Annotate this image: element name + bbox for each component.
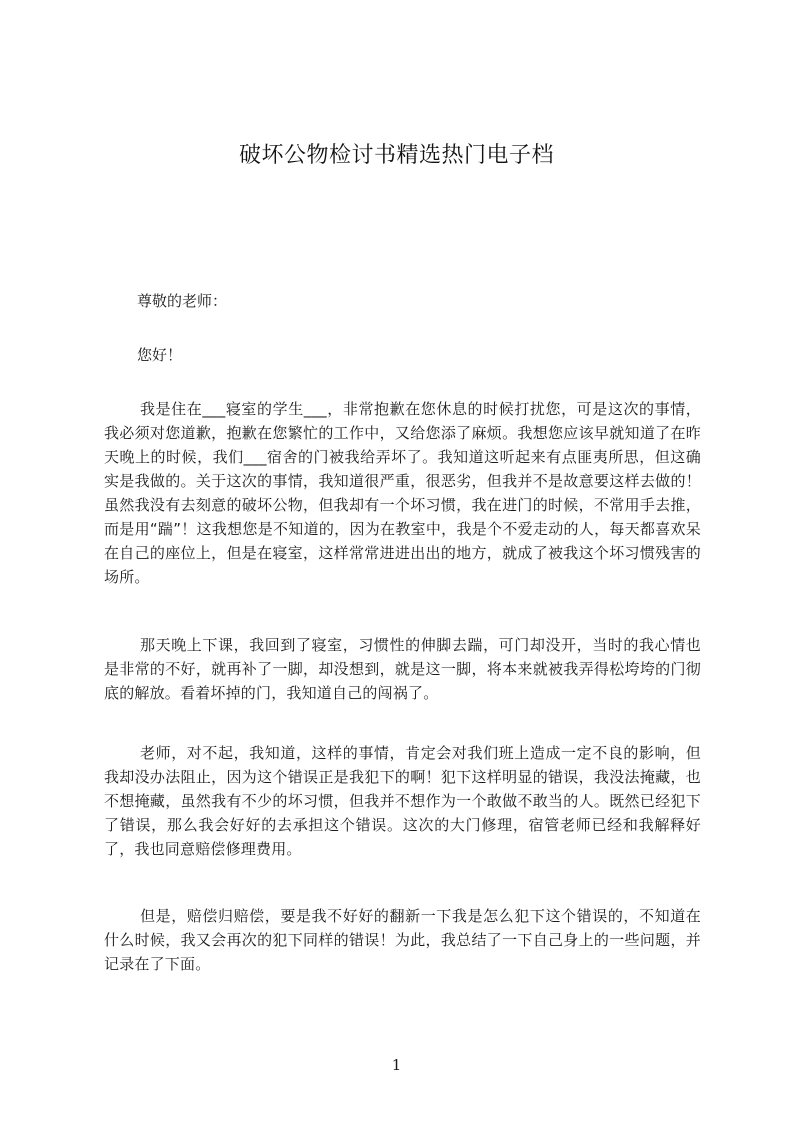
paragraph-4: 但是，赔偿归赔偿，要是我不好好的翻新一下我是怎么犯下这个错误的，不知道在什么时候，我又会再次的犯下同样的错误！为此，我总结了一下自己身上的一些问题，并记录在了下面。: [104, 907, 701, 973]
paragraph-3: 老师，对不起，我知道，这样的事情，肯定会对我们班上造成一定不良的影响，但我却没办法阻止，因为这个错误正是我犯下的啊！犯下这样明显的错误，我没法掩藏，也不想掩藏，虽然我有不少的坏习惯，但我并不想作为一个敢做不敢当的人。既然已经犯下了错误，那么我会好好的去承担这个错误。这次的大门修理，宿管老师已经和我解释好了，我也同意赔偿修理费用。: [104, 744, 701, 858]
paragraph-1: 我是住在___寝室的学生___，非常抱歉在您休息的时候打扰您，可是这次的事情，我必须对您道歉，抱歉在您繁忙的工作中，又给您添了麻烦。我想您应该早就知道了在昨天晚上的时候，我们___宿舍的门被我给弄坏了。我知道这听起来有点匪夷所思，但这确实是我做的。关于这次的事情，我知道很严重，很恶劣，但我并不是故意要这样去做的！虽然我没有去刻意的破坏公物，但我却有一个坏习惯，我在进门的时候，不常用手去推，而是用“踹”！这我想您是不知道的，因为在教室中，我是个不爱走动的人，每天都喜欢呆在自己的座位上，但是在寝室，这样常常进进出出的地方，就成了被我这个坏习惯残害的场所。: [104, 400, 701, 586]
document-title: 破坏公物检讨书精选热门电子档: [238, 143, 554, 168]
paragraph-2: 那天晚上下课，我回到了寝室，习惯性的伸脚去踹，可门却没开，当时的我心情也是非常的不好，就再补了一脚，却没想到，就是这一脚，将本来就被我弄得松垮垮的门彻底的解放。看着坏掉的门，我知道自己的闯祸了。: [104, 636, 701, 702]
page-number: 1: [391, 1056, 402, 1074]
hello-line: 您好！: [137, 346, 183, 364]
greeting-line: 尊敬的老师：: [137, 292, 228, 310]
